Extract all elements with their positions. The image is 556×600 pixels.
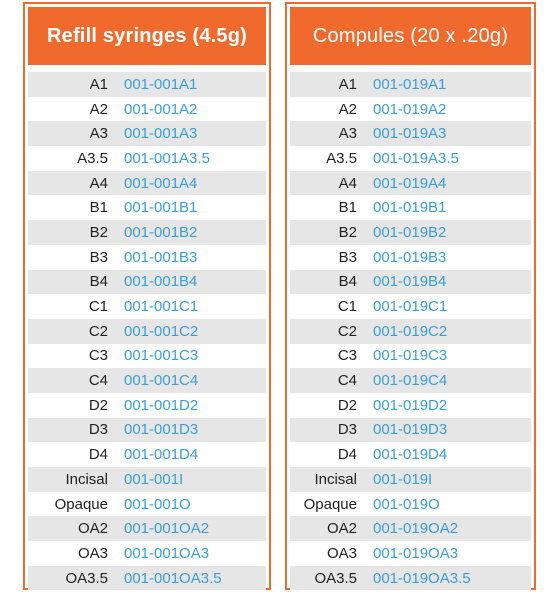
shade-label: OA3 [326, 544, 357, 562]
table-row [290, 442, 531, 467]
product-code: 001-001A4 [124, 174, 198, 192]
refill-syringes-panel [23, 2, 271, 590]
shade-label: A1 [89, 75, 108, 93]
shade-label: A4 [89, 174, 108, 192]
table-row [290, 566, 531, 591]
table-row [290, 418, 531, 443]
shade-label: D2 [337, 396, 357, 414]
shade-label: Opaque [303, 495, 357, 513]
table-row [290, 245, 531, 270]
product-code: 001-019I [373, 470, 433, 488]
shade-label: C1 [337, 298, 357, 316]
product-code: 001-001A3 [124, 125, 198, 143]
product-code: 001-019C4 [373, 372, 448, 390]
shade-label: A2 [89, 100, 108, 118]
product-code: 001-019A3 [373, 125, 447, 143]
shade-label: Incisal [314, 470, 357, 488]
table-row [290, 541, 531, 566]
shade-label: A3 [338, 125, 357, 143]
table-row [28, 171, 266, 196]
product-code: 001-019C2 [373, 322, 448, 340]
table-row [290, 319, 531, 344]
product-code: 001-019A3.5 [373, 149, 459, 167]
table-row [290, 516, 531, 541]
shade-label: A1 [338, 75, 357, 93]
shade-label: D4 [337, 446, 357, 464]
product-code: 001-019B2 [373, 223, 447, 241]
shade-label: B4 [89, 273, 108, 291]
product-code: 001-019D3 [373, 421, 448, 439]
table-row [290, 344, 531, 369]
product-code: 001-019OA3 [373, 544, 459, 562]
table-row [28, 319, 266, 344]
product-code: 001-019A4 [373, 174, 447, 192]
table-row [28, 195, 266, 220]
table-row [290, 195, 531, 220]
table-row [290, 72, 531, 97]
table-row [28, 72, 266, 97]
table-row [290, 220, 531, 245]
product-code: 001-019OA2 [373, 520, 459, 538]
product-code: 001-001D2 [124, 396, 199, 414]
product-code: 001-019D4 [373, 446, 448, 464]
table-row [290, 146, 531, 171]
product-code: 001-001D4 [124, 446, 199, 464]
product-code: 001-001C2 [124, 322, 199, 340]
product-code: 001-001A2 [124, 100, 198, 118]
table-row [28, 368, 266, 393]
table-row [290, 97, 531, 122]
shade-label: B4 [338, 273, 357, 291]
product-code: 001-019B3 [373, 248, 447, 266]
product-code: 001-001A1 [124, 75, 198, 93]
shade-label: B3 [338, 248, 357, 266]
shade-label: A3.5 [77, 149, 108, 167]
shade-label: B2 [89, 223, 108, 241]
table-row [28, 566, 266, 591]
table-row [28, 97, 266, 122]
shade-label: C3 [88, 347, 108, 365]
table-row [290, 171, 531, 196]
product-code: 001-019C3 [373, 347, 448, 365]
table-row [290, 393, 531, 418]
product-code: 001-019B4 [373, 273, 447, 291]
product-code: 001-001O [124, 495, 191, 513]
table-row [28, 393, 266, 418]
shade-label: OA2 [77, 520, 108, 538]
table-row [28, 121, 266, 146]
shade-label: A2 [338, 100, 357, 118]
shade-label: A4 [338, 174, 357, 192]
shade-label: B2 [338, 223, 357, 241]
shade-label: C4 [88, 372, 108, 390]
product-code: 001-019A1 [373, 75, 447, 93]
table-row [290, 270, 531, 295]
shade-label: C3 [337, 347, 357, 365]
table-row [28, 541, 266, 566]
table-row [28, 492, 266, 517]
product-code: 001-019OA3.5 [373, 569, 471, 587]
shade-label: B1 [89, 199, 108, 217]
refill-syringes-title: Refill syringes (4.5g) [28, 7, 266, 65]
table-row [28, 467, 266, 492]
table-row [28, 294, 266, 319]
table-row [290, 467, 531, 492]
product-code: 001-001D3 [124, 421, 199, 439]
shade-label: D2 [88, 396, 108, 414]
shade-label: A3 [89, 125, 108, 143]
product-code: 001-001B4 [124, 273, 198, 291]
shade-label: B3 [89, 248, 108, 266]
refill-syringes-table [28, 72, 266, 590]
product-code: 001-019A2 [373, 100, 447, 118]
table-row [28, 245, 266, 270]
product-code: 001-001OA3 [124, 544, 210, 562]
product-code: 001-001B1 [124, 199, 198, 217]
product-code: 001-019B1 [373, 199, 447, 217]
table-row [28, 516, 266, 541]
table-row [290, 294, 531, 319]
table-row [28, 344, 266, 369]
shade-label: C2 [88, 322, 108, 340]
product-code: 001-001B2 [124, 223, 198, 241]
table-row [28, 146, 266, 171]
compules-title: Compules (20 x .20g) [290, 7, 531, 65]
compules-panel [285, 2, 536, 590]
product-code: 001-001A3.5 [124, 149, 210, 167]
table-row [28, 442, 266, 467]
shade-label: A3.5 [326, 149, 357, 167]
shade-label: Incisal [65, 470, 108, 488]
table-row [28, 418, 266, 443]
shade-label: OA3 [77, 544, 108, 562]
shade-label: C4 [337, 372, 357, 390]
product-code: 001-001OA2 [124, 520, 210, 538]
product-code: 001-001C4 [124, 372, 199, 390]
table-row [290, 492, 531, 517]
product-code: 001-001C1 [124, 298, 199, 316]
shade-label: C1 [88, 298, 108, 316]
shade-label: Opaque [54, 495, 108, 513]
shade-label: OA3.5 [314, 569, 357, 587]
table-row [28, 220, 266, 245]
compules-table [290, 72, 531, 590]
product-code: 001-019O [373, 495, 440, 513]
product-code: 001-019C1 [373, 298, 448, 316]
product-code: 001-001B3 [124, 248, 198, 266]
shade-label: OA2 [326, 520, 357, 538]
product-code: 001-001C3 [124, 347, 199, 365]
table-row [290, 368, 531, 393]
table-row [290, 121, 531, 146]
product-code: 001-019D2 [373, 396, 448, 414]
product-code: 001-001OA3.5 [124, 569, 222, 587]
shade-label: D3 [337, 421, 357, 439]
table-row [28, 270, 266, 295]
shade-label: B1 [338, 199, 357, 217]
shade-label: D4 [88, 446, 108, 464]
product-code: 001-001I [124, 470, 184, 488]
shade-label: OA3.5 [65, 569, 108, 587]
shade-label: D3 [88, 421, 108, 439]
shade-label: C2 [337, 322, 357, 340]
